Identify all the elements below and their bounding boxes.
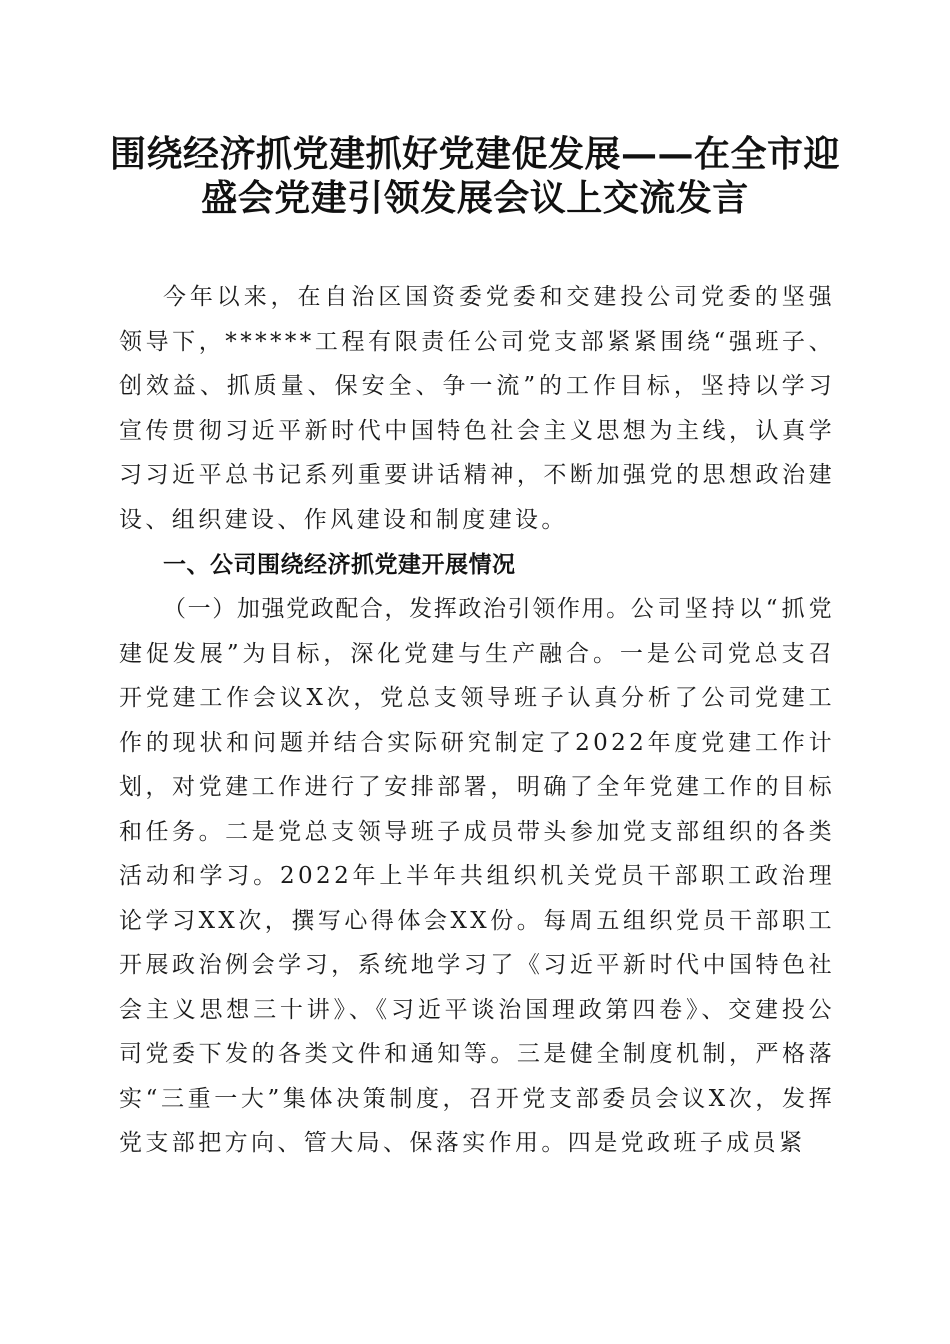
title-line-1: 围绕经济抓党建抓好党建促发展——在全市迎	[109, 133, 840, 175]
subsection-paragraph-1	[119, 587, 835, 1166]
title-line-2: 盛会党建引领发展会议上交流发言	[201, 177, 749, 219]
subsection-body-1: 公司坚持以“抓党建促发展”为目标，深化党建与生产融合。一是公司党总支召开党建工作会议X次，党总支领导班子认真分析了公司党建工作的现状和问题并结合实际研究制定了2022年度党建工作计划，对党建工作进行了安排部署，明确了全年党建工作的目标和任务。二是党总支领导班子成员带头参加党支部组织的各类活动和学习。2022年上半年共组织机关党员干部职工政治理论学习XX次，撰写心得体会XX份。每周五组织党员干部职工开展政治例会学习，系统地学习了《习近平新时代中国特色社会主义思想三十讲》、《习近平谈治国理政第四卷》、交建投公司党委下发的各类文件和通知等。三是健全制度机制，严格落实“三重一大”集体决策制度，召开党支部委员会议X次，发挥党支部把方向、管大局、保落实作用。四是党政班子成员紧	[119, 596, 835, 1156]
section-heading-1: 一、公司围绕经济抓党建开展情况	[163, 552, 516, 578]
subsection-lead-1: （一）加强党政配合，发挥政治引领作用。	[163, 596, 631, 622]
intro-paragraph: 今年以来，在自治区国资委党委和交建投公司党委的坚强领导下，******工程有限责任公司党支部紧紧围绕“强班子、创效益、抓质量、保安全、争一流”的工作目标，坚持以学习宣传贯彻习近平新时代中国特色社会主义思想为主线，认真学习习近平总书记系列重要讲话精神，不断加强党的思想政治建设、组织建设、作风建设和制度建设。	[119, 284, 835, 533]
document-title	[100, 132, 850, 220]
